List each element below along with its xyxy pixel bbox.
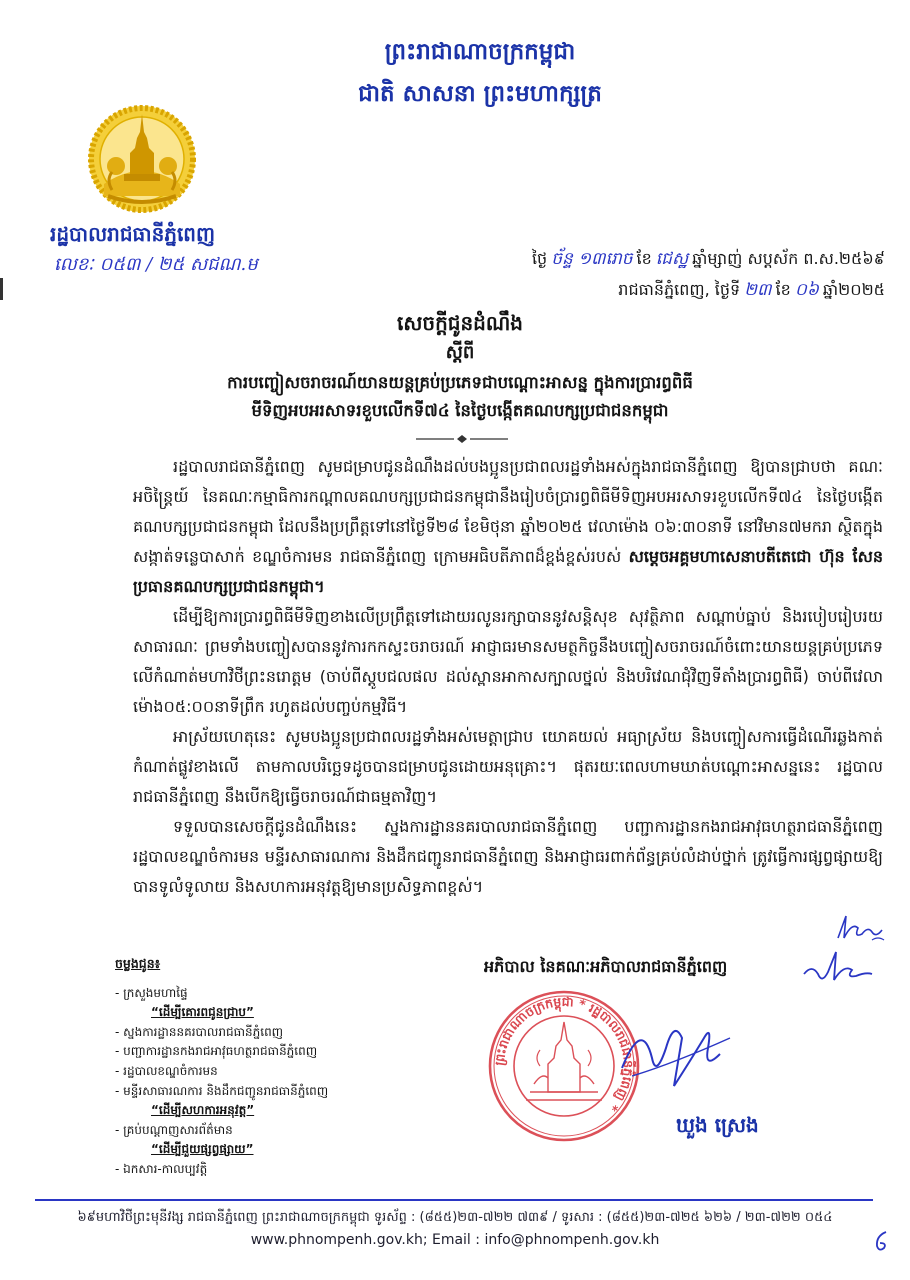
handwritten-initials [832,908,888,948]
cc-purpose: “ដើម្បីសហការអនុវត្ត” [151,1103,255,1118]
subject-line-2: មីទិញអបអរសាទរខួបលើកទី៧៤ នៃថ្ងៃបង្កើតគណបក្សប្រជាជនកម្ពុជា [251,401,669,420]
signature-initial [800,944,886,994]
paragraph-1-bold: សម្តេចអគ្គមហាសេនាបតីតេជោ ហ៊ុន សែន ប្រធានគណបក្សប្រជាជនកម្ពុជា។ [133,547,883,596]
month-prefix: ខែ [775,280,791,299]
seal-lettering: ព្រះរាជាណាចក្រកម្ពុជា * រដ្ឋបាលរាជធានីភ្នំពេញ * [491,993,637,1115]
cc-recipient: - រដ្ឋបាលខណ្ឌចំការមន [115,1063,218,1078]
cc-recipient: - ក្រសួងមហាផ្ទៃ [115,985,188,1000]
body-paragraph-4: ទទួលបានសេចក្តីជូនដំណឹងនេះ ស្នងការដ្ឋាននគរបាលរាជធានីភ្នំពេញ បញ្ជាការដ្ឋានកងរាជអាវុធហត្ថរាជធានីភ្នំពេញ រដ្ឋបាលខណ្ឌចំការមន មន្ទីរសាធារណការ និងដឹកជញ្ជូនរាជធានីភ្នំពេញ និងអាជ្ញាធរពាក់ព័ន្ធគ្រប់លំដាប់ថ្នាក់ ត្រូវធ្វើការផ្សព្វផ្សាយឱ្យបានទូលំទូលាយ និងសហការអនុវត្តឱ្យមានប្រសិទ្ធភាពខ្ពស់។ [133,817,883,896]
phnom-penh-emblem-icon [86,102,198,216]
lunar-day-handwritten: ច័ន្ទ ១៣រោច [551,249,633,269]
signatory-title: អភិបាល នៃគណៈអភិបាលរាជធានីភ្នំពេញ [484,957,728,976]
handwritten-page-mark [872,1228,892,1254]
footer-address: ៦៩មហាវិថីព្រះមុនីវង្ស រាជធានីភ្នំពេញ ព្រះរាជាណាចក្រកម្ពុជា ទូរស័ព្ទ : (៨៥៥)២៣-៧២២ ៧៣៩ / ទូរសារ : (៨៥៥)២៣-៧២៥ ៦២៦ / ២៣-៧២២ ០៥៤ [77,1210,833,1225]
lunar-month-handwritten: ជេស្ឋ [655,249,689,269]
subject-label: ស្តីពី [445,342,475,363]
footer-contact: www.phnompenh.gov.kh; Email : info@phnompenh.gov.kh [250,1232,660,1248]
kingdom-heading: ព្រះរាជាណាចក្រកម្ពុជា [384,39,576,65]
cc-recipient: - មន្ទីរសាធារណការ និងដឹកជញ្ជូនរាជធានីភ្នំពេញ [115,1083,329,1098]
cc-recipient: - ស្នងការដ្ឋាននគរបាលរាជធានីភ្នំពេញ [115,1024,284,1039]
lunar-day-prefix: ថ្ងៃ [531,249,548,268]
title-divider [412,434,512,444]
issuer-name: រដ្ឋបាលរាជធានីភ្នំពេញ [50,222,216,246]
cc-recipient: - គ្រប់បណ្តាញសារព័ត៌មាន [115,1122,233,1137]
cc-recipient: - ឯកសារ-កាលប្បវត្តិ [115,1161,208,1176]
month-handwritten: ០៦ [794,280,819,300]
gregorian-date [430,277,885,303]
cc-purpose: “ដើម្បីគោរពជូនជ្រាប” [151,1005,254,1020]
footer-rule [35,1199,873,1201]
body-paragraph-2: ដើម្បីឱ្យការប្រារព្ធពិធីមីទិញខាងលើប្រព្រឹត្តទៅដោយរលូនរក្សាបាននូវសន្តិសុខ សុវត្ថិភាព សណ្តាប់ធ្នាប់ និងរបៀបរៀបរយសាធារណៈ ព្រមទាំងបញ្ចៀសបាននូវការកកស្ទះចរាចរណ៍ អាជ្ញាធរមានសមត្ថកិច្ចនឹងបញ្ចៀសចរាចរណ៍ចំពោះយានយន្តគ្រប់ប្រភេទ លើកំណាត់មហាវិថីព្រះនរោត្តម (ចាប់ពីស្តូបជលផល ដល់ស្ពានអាកាសក្បាលថ្នល់ និងបរិវេណជុំវិញទីតាំងប្រារព្ធពិធី) ចាប់ពីវេលាម៉ោង០៥:០០នាទីព្រឹក រហូតដល់បញ្ចប់កម្មវិធី។ [133,607,883,716]
notice-heading: សេចក្តីជូនដំណឹង [397,311,523,335]
subject-line-1: ការបញ្ចៀសចរាចរណ៍យានយន្តគ្រប់ប្រភេទជាបណ្តោះអាសន្ន ក្នុងការប្រារព្ធពិធី [227,373,693,392]
lunar-year: ឆ្នាំម្សាញ់ សប្តស័ក ព.ស.២៥៦៩ [692,249,885,268]
cc-label: ចម្លងជូន៖ [115,956,161,971]
body-paragraph-3: អាស្រ័យហេតុនេះ សូមបងប្អូនប្រជាពលរដ្ឋទាំងអស់មេត្តាជ្រាប យោគយល់ អធ្យាស្រ័យ និងបញ្ចៀសការធ្វើដំណើរឆ្លងកាត់កំណាត់ផ្លូវខាងលើ តាមកាលបរិច្ឆេទដូចបានជម្រាបជូនដោយអនុគ្រោះ។ ផុតរយៈពេលហាមឃាត់បណ្តោះអាសន្ននេះ រដ្ឋបាលរាជធានីភ្នំពេញ នឹងបើកឱ្យធ្វើចរាចរណ៍ជាធម្មតាវិញ។ [133,727,883,806]
lunar-date [430,246,885,272]
cc-purpose: “ដើម្បីជួយផ្សព្វផ្សាយ” [151,1142,254,1157]
year: ឆ្នាំ២០២៥ [822,280,885,299]
signatory-name: ឃួង ស្រេង [676,1113,759,1137]
national-motto: ជាតិ សាសនា ព្រះមហាក្សត្រ [358,81,602,107]
paragraph-1-text: រដ្ឋបាលរាជធានីភ្នំពេញ សូមជម្រាបជូនដំណឹងដល់បងប្អូនប្រជាពលរដ្ឋទាំងអស់ក្នុងរាជធានីភ្នំពេញ ឱ្យបានជ្រាបថា គណៈអចិន្ត្រៃយ៍ នៃគណៈកម្មាធិការកណ្តាលគណបក្សប្រជាជនកម្ពុជានឹងរៀបចំប្រារព្ធពិធីមីទិញអបអរសាទរខួបលើកទី៧៤ នៃថ្ងៃបង្កើតគណបក្សប្រជាជនកម្ពុជា ដែលនឹងប្រព្រឹត្តទៅនៅថ្ងៃទី២៨ ខែមិថុនា ឆ្នាំ២០២៥ វេលាម៉ោង ០៦:៣០នាទី នៅវិមាន៧មករា ស្ថិតក្នុងសង្កាត់ទន្លេបាសាក់ ខណ្ឌចំការមន រាជធានីភ្នំពេញ ក្រោមអធិបតីភាពដ៏ខ្ពង់ខ្ពស់របស់ [133,457,883,566]
signature-scribble [612,998,737,1102]
place-day-prefix: រាជធានីភ្នំពេញ, ថ្ងៃទី [618,280,741,299]
body-paragraph-1 [133,452,883,602]
cc-list [115,954,415,1186]
lunar-month-prefix: ខែ [636,249,652,268]
cc-recipient: - បញ្ជាការដ្ឋានកងរាជអាវុធហត្ថរាជធានីភ្នំពេញ [115,1044,318,1059]
scan-edge-mark [0,278,3,300]
reference-number: លេខៈ ០៥៣ / ២៥ សជណ.ម [54,254,258,275]
notice-body [133,452,883,944]
day-handwritten: ២៣ [744,280,772,300]
